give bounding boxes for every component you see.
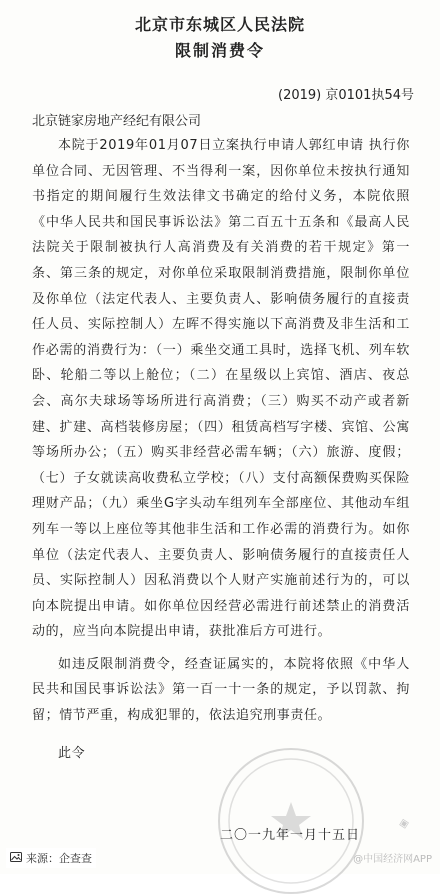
watermark-logo-icon: ◈ (397, 815, 411, 833)
signature-date: 二〇一九年一月十五日 (220, 828, 361, 843)
court-seal (218, 748, 364, 894)
order-body (32, 133, 410, 766)
case-number: (2019) 京0101执54号 (278, 88, 414, 103)
addressee: 北京链家房地产经纪有限公司 (32, 114, 202, 129)
order-closing: 此令 (58, 745, 86, 761)
image-icon (10, 851, 22, 866)
order-paragraph: 本院于2019年01月07日立案执行申请人郭红申请 执行你单位合同、无因管理、不当得利一案，因你单位未按执行通知书指定的期间履行生效法律文书确定的给付义务，本院依照《中华人民共和国民事诉讼法》第二百五十五条和《最高人民法院关于限制被执行人高消费及有关消费的若干规定》第一条、第三条的规定，对你单位采取限制消费措施，限制你单位及你单位（法定代表人、主要负责人、影响债务履行的直接责任人员、实际控制人）左晖不得实施以下高消费及非生活和工作必需的消费行为：（一）乘坐交通工具时，选择飞机、列车软卧、轮船二等以上舱位；（二）在星级以上宾馆、酒店、夜总会、高尔夫球场等场所进行高消费；（三）购买不动产或者新建、扩建、高档装修房屋；（四）租赁高档写字楼、宾馆、公寓等场所办公；（五）购买非经营必需车辆；（六）旅游、度假；（七）子女就读高收费私立学校；（八）支付高额保费购买保险理财产品；（九）乘坐G字头动车组列车全部座位、其他动车组列车一等以上座位等其他非生活和工作必需的消费行为。如你单位（法定代表人、主要负责人、影响债务履行的直接责任人员、实际控制人）因私消费以个人财产实施前述行为的，可以向本院提出申请。如你单位因经营必需进行前述禁止的消费活动的，应当向本院提出申请，获批准后方可进行。 (32, 138, 410, 640)
watermark-text: @中国经济网APP (353, 854, 432, 865)
source-label: 来源：企查查 (26, 852, 92, 865)
source-badge (6, 848, 96, 868)
document-title: 限制消费令 (174, 41, 265, 60)
order-paragraph: 如违反限制消费令，经查证属实的，本院将依照《中华人民共和国民事诉讼法》第一百一十一条的规定，予以罚款、拘留；情节严重，构成犯罪的，依法追究刑事责任。 (32, 656, 410, 724)
court-name: 北京市东城区人民法院 (134, 15, 305, 34)
